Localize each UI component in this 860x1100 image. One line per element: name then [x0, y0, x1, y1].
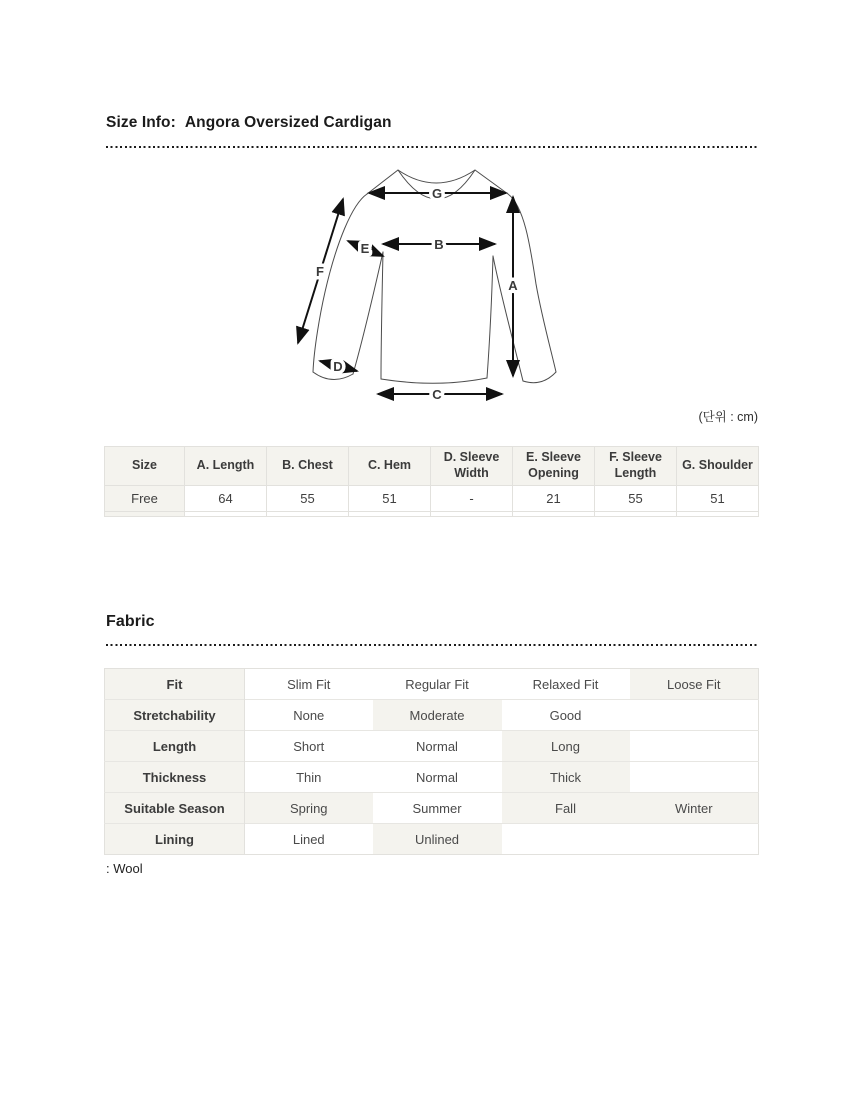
fabric-option: None: [245, 700, 373, 731]
dotted-divider: [106, 146, 757, 148]
cardigan-outline: [313, 170, 556, 383]
unit-note: (단위 : cm): [698, 410, 758, 424]
size-table-header-row: [105, 447, 759, 486]
fabric-option: [630, 762, 759, 793]
table-cell: 51: [349, 486, 431, 512]
fabric-option: Short: [245, 731, 373, 762]
header-cell: F. Sleeve Length: [595, 447, 677, 486]
fabric-option: Unlined: [373, 824, 502, 855]
header-cell: A. Length: [185, 447, 267, 486]
size-table-data-row: [105, 486, 759, 512]
fabric-row-label: Length: [105, 731, 245, 762]
header-cell: E. Sleeve Opening: [513, 447, 595, 486]
diagram-label-A: A: [508, 278, 518, 293]
fabric-row-lining: [105, 824, 759, 855]
material-note: : Wool: [106, 861, 143, 876]
size-table-empty-strip: [105, 512, 759, 517]
table-cell: [431, 512, 513, 517]
fabric-row-label: Lining: [105, 824, 245, 855]
table-cell: [595, 512, 677, 517]
measurement-arrows: [298, 193, 513, 394]
fabric-row-label: Suitable Season: [105, 793, 245, 824]
fabric-option: [630, 731, 759, 762]
fabric-option: Thick: [502, 762, 630, 793]
diagram-label-D: D: [333, 359, 343, 374]
table-cell: -: [431, 486, 513, 512]
fabric-option: [502, 824, 630, 855]
fabric-option: Summer: [373, 793, 502, 824]
table-cell: 51: [677, 486, 759, 512]
size-table: [104, 446, 759, 517]
size-name-cell: Free: [105, 486, 185, 512]
fabric-row-label: Fit: [105, 669, 245, 700]
table-cell: [677, 512, 759, 517]
fabric-option: Fall: [502, 793, 630, 824]
fabric-row-label: Thickness: [105, 762, 245, 793]
fabric-option: Good: [502, 700, 630, 731]
fabric-option: Thin: [245, 762, 373, 793]
table-cell: [105, 512, 185, 517]
size-info-heading: [106, 114, 392, 132]
garment-measurement-diagram: [280, 152, 590, 407]
fabric-heading: [106, 613, 155, 631]
size-info-label: Size Info:: [106, 114, 176, 131]
fabric-option: Slim Fit: [245, 669, 373, 700]
fabric-row-season: [105, 793, 759, 824]
diagram-label-F: F: [316, 264, 324, 279]
header-cell: D. Sleeve Width: [431, 447, 513, 486]
diagram-label-E: E: [360, 241, 370, 256]
diagram-label-G: G: [431, 186, 443, 201]
diagram-label-B: B: [434, 237, 444, 252]
fabric-option: Lined: [245, 824, 373, 855]
fabric-option: Relaxed Fit: [502, 669, 630, 700]
table-cell: 21: [513, 486, 595, 512]
fabric-row-thickness: [105, 762, 759, 793]
table-cell: 55: [595, 486, 677, 512]
table-cell: 64: [185, 486, 267, 512]
table-cell: 55: [267, 486, 349, 512]
fabric-row-stretchability: [105, 700, 759, 731]
product-name: Angora Oversized Cardigan: [184, 114, 392, 131]
header-cell: Size: [105, 447, 185, 486]
fabric-option: Winter: [630, 793, 759, 824]
table-cell: [513, 512, 595, 517]
fabric-option: Normal: [373, 731, 502, 762]
header-cell: G. Shoulder: [677, 447, 759, 486]
fabric-option: Long: [502, 731, 630, 762]
header-cell: B. Chest: [267, 447, 349, 486]
fabric-row-fit: [105, 669, 759, 700]
fabric-option: Loose Fit: [630, 669, 759, 700]
fabric-option: Moderate: [373, 700, 502, 731]
dotted-divider: [106, 644, 757, 646]
fabric-option: [630, 824, 759, 855]
table-cell: [185, 512, 267, 517]
diagram-label-C: C: [432, 387, 442, 402]
table-cell: [267, 512, 349, 517]
fabric-option: Spring: [245, 793, 373, 824]
fabric-option: Normal: [373, 762, 502, 793]
fabric-row-label: Stretchability: [105, 700, 245, 731]
fabric-option: [630, 700, 759, 731]
table-cell: [349, 512, 431, 517]
fabric-heading-label: Fabric: [106, 613, 155, 630]
header-cell: C. Hem: [349, 447, 431, 486]
fabric-option: Regular Fit: [373, 669, 502, 700]
fabric-table: [104, 668, 759, 855]
fabric-row-length: [105, 731, 759, 762]
